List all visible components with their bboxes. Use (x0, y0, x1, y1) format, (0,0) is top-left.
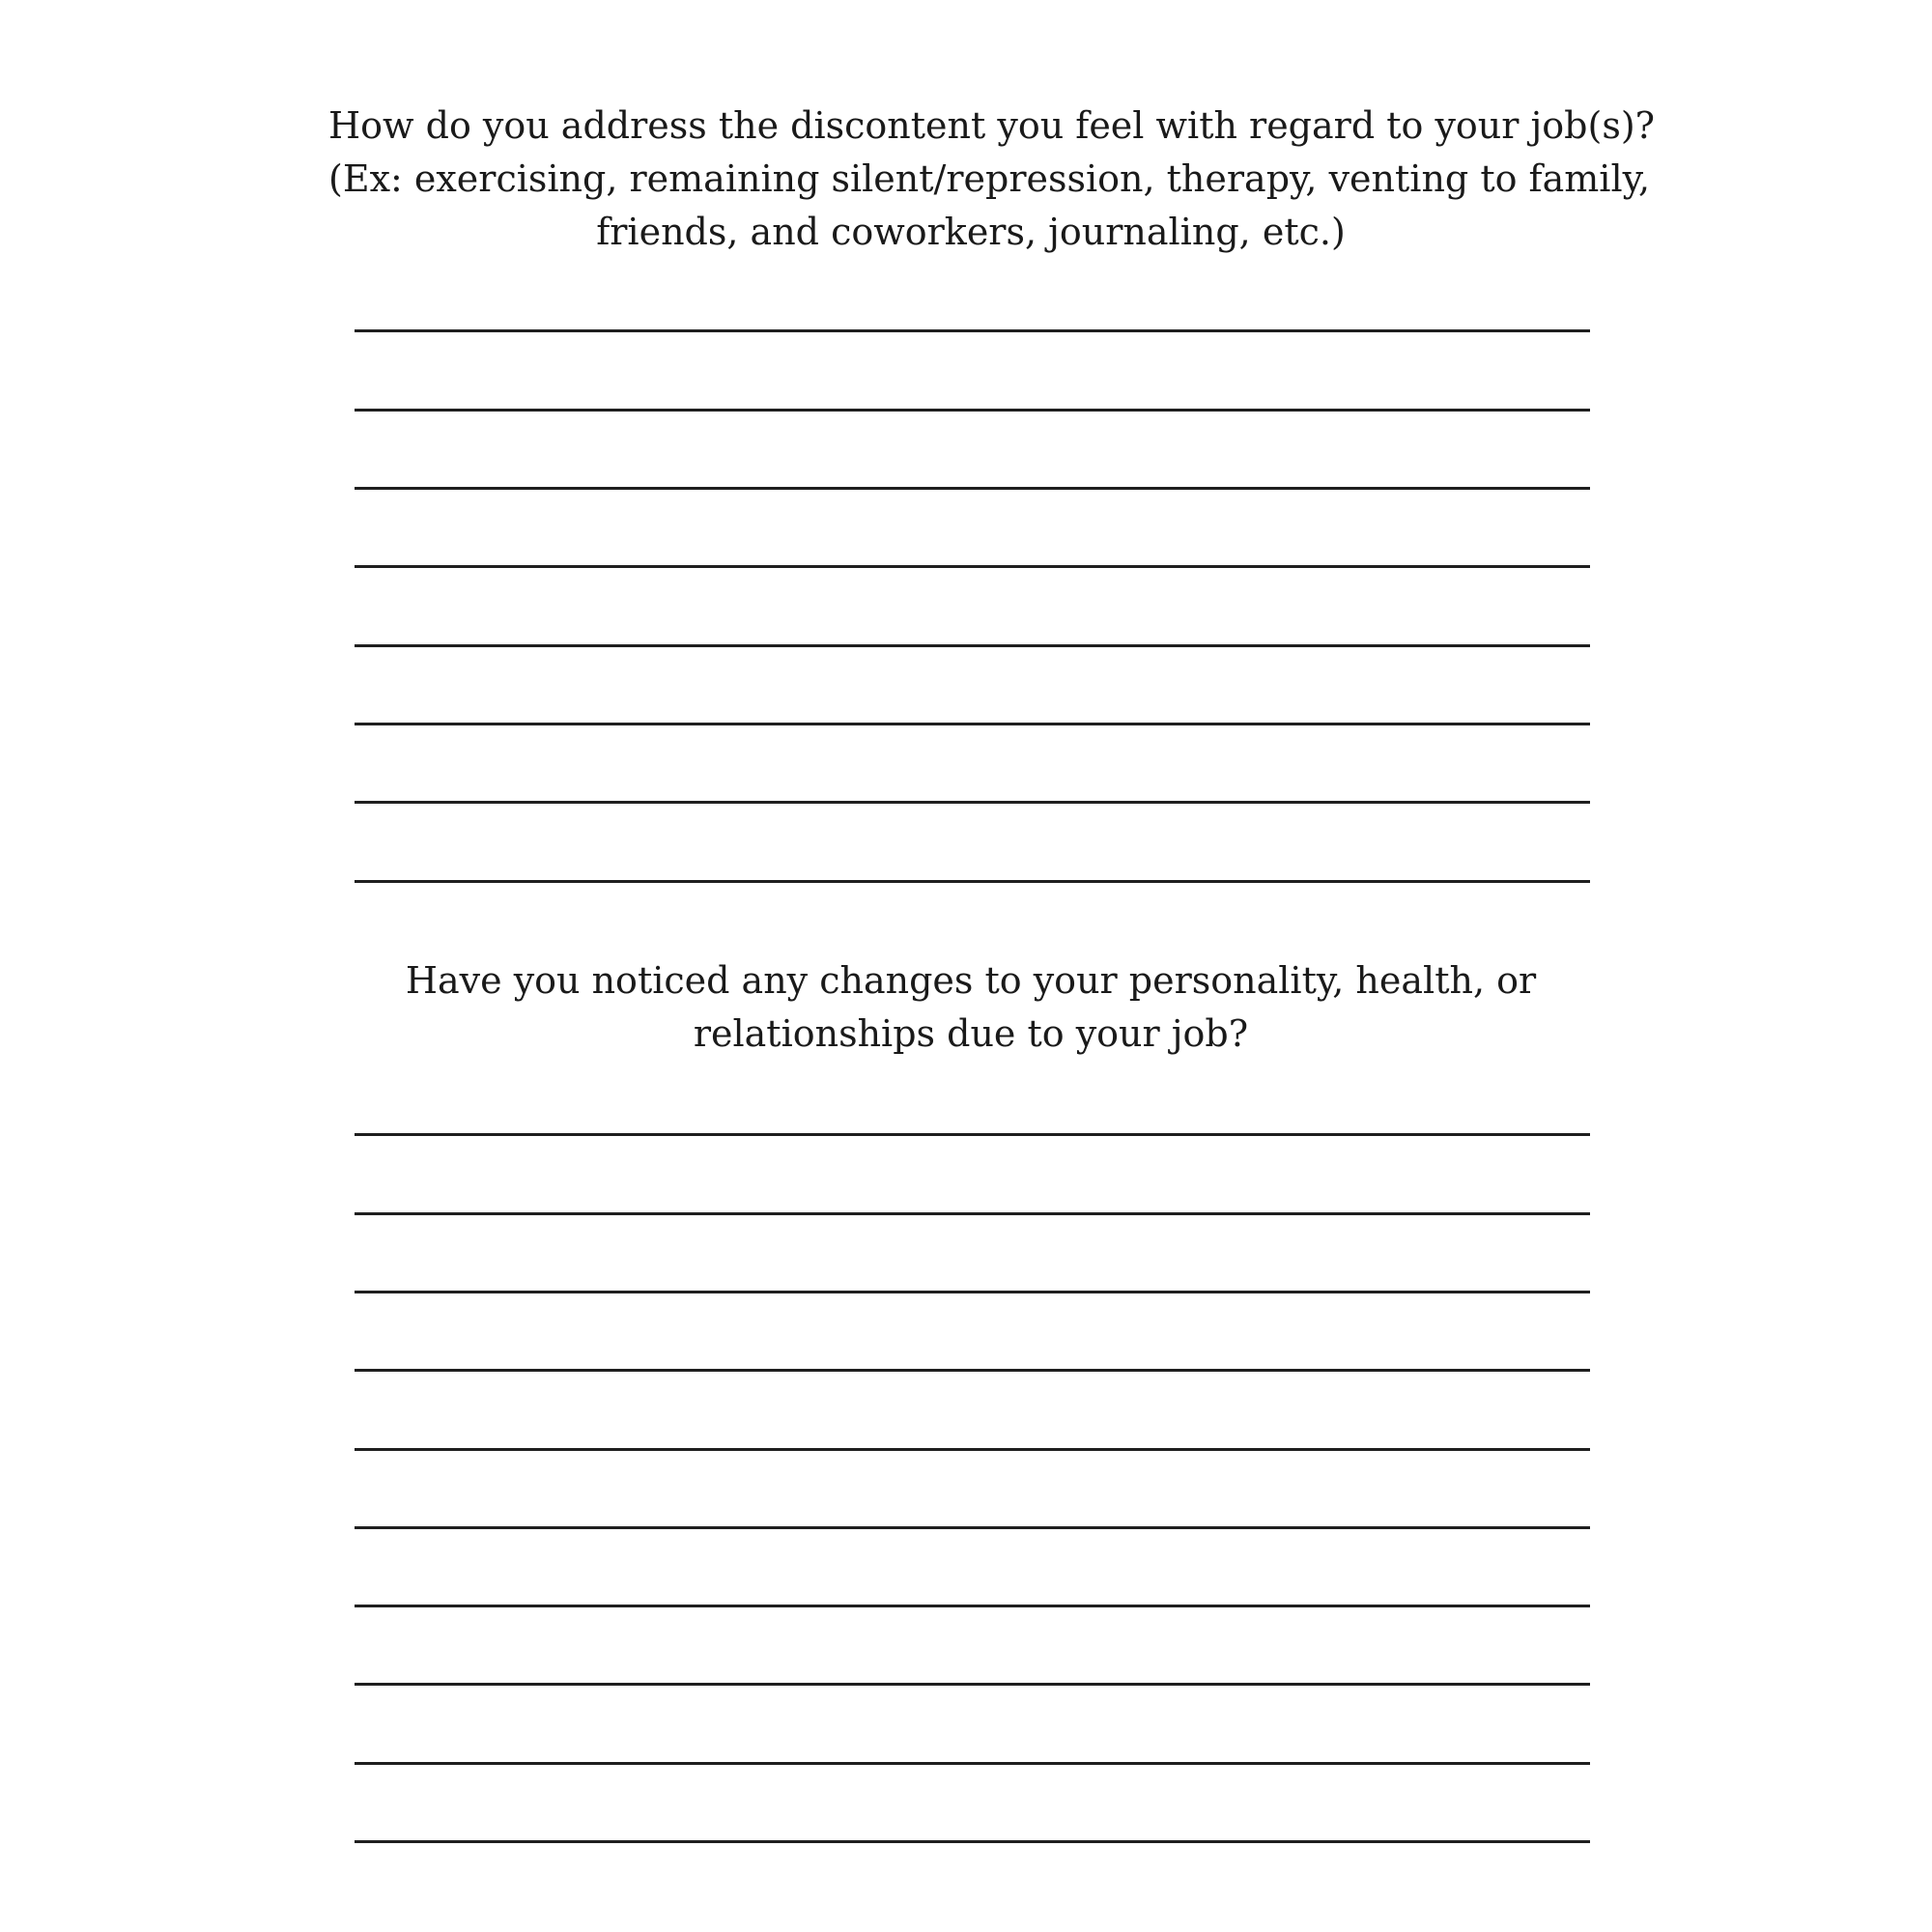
question-1-prompt (328, 99, 1656, 259)
question-1-line-2: (Ex: exercising, remaining silent/repression, therapy, venting to family, (328, 157, 1651, 200)
answer-line[interactable] (355, 1291, 1590, 1293)
answer-line[interactable] (355, 487, 1590, 490)
answer-line[interactable] (355, 1448, 1590, 1451)
answer-line[interactable] (355, 565, 1590, 568)
question-2-line-2: relationships due to your job? (693, 1012, 1249, 1055)
answer-line[interactable] (355, 1212, 1590, 1215)
answer-line[interactable] (355, 1369, 1590, 1372)
answer-line[interactable] (355, 1762, 1590, 1765)
question-1-line-3: friends, and coworkers, journaling, etc.) (596, 211, 1346, 253)
answer-line[interactable] (355, 1133, 1590, 1136)
question-2-line-1: Have you noticed any changes to your personality, health, or (405, 959, 1537, 1002)
question-2-prompt (328, 954, 1613, 1061)
question-1-line-1: How do you address the discontent you feel with regard to your job(s)? (328, 104, 1656, 147)
answer-line[interactable] (355, 1683, 1590, 1686)
answer-line[interactable] (355, 1840, 1590, 1843)
answer-line[interactable] (355, 644, 1590, 647)
answer-line[interactable] (355, 880, 1590, 883)
answer-line[interactable] (355, 329, 1590, 332)
answer-line[interactable] (355, 1526, 1590, 1529)
answer-line[interactable] (355, 723, 1590, 725)
answer-line[interactable] (355, 1605, 1590, 1607)
answer-line[interactable] (355, 801, 1590, 804)
answer-line[interactable] (355, 409, 1590, 412)
